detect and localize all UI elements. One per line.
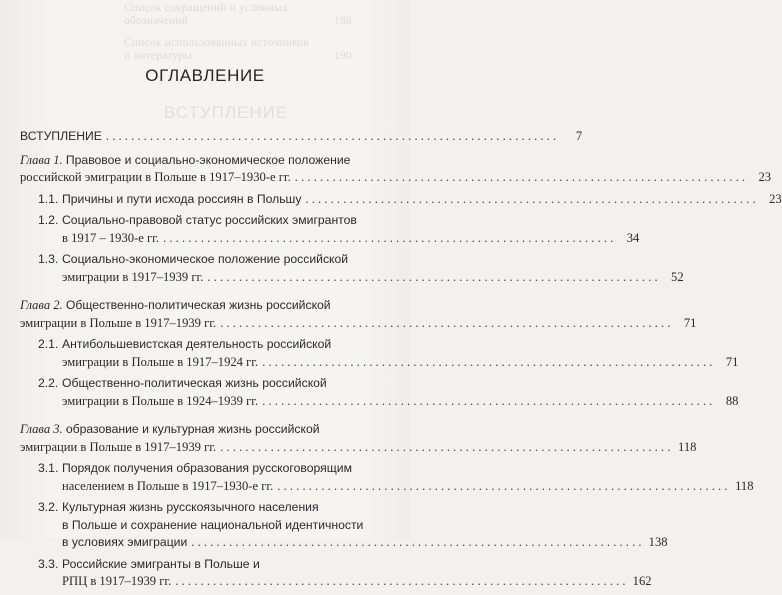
- toc-entry-2-1[interactable]: [20, 336, 739, 371]
- toc-entry-title: образование и культурная жизнь российской: [65, 422, 320, 436]
- dot-leader: [191, 534, 641, 552]
- dot-leader: [220, 315, 670, 333]
- toc-entry-title: Причины и пути исхода россиян в Польшу: [62, 191, 302, 206]
- toc-entry-title: Порядок получения образования русскоговорящим: [62, 461, 352, 475]
- toc-page-number: 34: [626, 230, 640, 245]
- toc-entry-title-cont: эмиграции в Польше в 1924–1939 гг.: [62, 393, 259, 408]
- toc-entry-title-cont: эмиграции в 1917–1939 гг.: [62, 269, 204, 284]
- toc-entry-2-2[interactable]: [20, 375, 739, 410]
- toc-title: ОГЛАВЛЕНИЕ: [145, 66, 265, 85]
- toc-page-number: 71: [683, 315, 697, 330]
- toc-entry-title-cont: населением в Польше в 1917–1930-е гг.: [62, 478, 274, 493]
- toc-page-number: 162: [632, 574, 652, 588]
- ghost-text-line: и литературы: [124, 50, 193, 62]
- toc-entry-chapter-2[interactable]: [20, 297, 697, 332]
- toc-page-number: 23: [758, 170, 772, 184]
- chapter-label: Глава 3.: [20, 422, 63, 436]
- dot-leader: [262, 393, 712, 411]
- toc-entry-title: ВСТУПЛЕНИЕ: [20, 129, 102, 143]
- toc-entry-1-3[interactable]: [20, 251, 684, 286]
- toc-entry-3-2[interactable]: [20, 499, 668, 552]
- toc-entry-title: Социально-экономическое положение российской: [62, 252, 349, 266]
- dot-leader: [262, 354, 712, 372]
- toc-entry-title-cont: российской эмиграции в Польше в 1917–1930-е гг.: [20, 170, 291, 184]
- section-number: 1.3.: [38, 252, 59, 266]
- toc-entry-title: Социально-правовой статус российских эмигрантов: [62, 213, 357, 227]
- toc-page-number: 23: [769, 191, 782, 206]
- section-number: 1.1.: [38, 191, 59, 206]
- toc-entry-title: Общественно-политическая жизнь российской: [62, 376, 327, 390]
- toc-entry-title: Правовое и социально-экономическое положение: [65, 152, 351, 167]
- table-of-contents: [20, 128, 782, 595]
- toc-entry-title-cont: в 1917 – 1930-е гг.: [62, 230, 160, 245]
- toc-page-number: 118: [677, 439, 697, 454]
- section-number: 2.2.: [38, 376, 59, 390]
- toc-entry-title-cont: РПЦ в 1917–1939 гг.: [62, 574, 172, 588]
- toc-page-number: 7: [575, 129, 583, 143]
- toc-entry-chapter-1[interactable]: [20, 152, 772, 187]
- ghost-text-line: Список сокращений и условных: [124, 2, 288, 14]
- toc-entry-1-2[interactable]: [20, 212, 640, 247]
- ghost-text-line: Список использованных источников: [124, 37, 309, 49]
- ghost-text-line: обозначений: [124, 15, 189, 27]
- dot-leader: [207, 269, 657, 287]
- ghost-heading: ВСТУПЛЕНИЕ: [164, 103, 289, 122]
- toc-page-number: 138: [648, 535, 668, 549]
- section-number: 3.3.: [38, 556, 59, 571]
- section-number: 2.1.: [38, 337, 59, 351]
- ghost-page-number: 188: [334, 15, 352, 27]
- chapter-label: Глава 1.: [20, 152, 63, 167]
- dot-leader: [106, 128, 556, 146]
- toc-entry-title: Антибольшевистская деятельность российской: [62, 337, 332, 351]
- toc-entry-title-cont: эмиграции в Польше в 1917–1939 гг.: [20, 315, 217, 330]
- chapter-label: Глава 2.: [20, 298, 63, 312]
- toc-page-number: 52: [671, 269, 684, 284]
- toc-page-number: 88: [725, 393, 739, 408]
- toc-entry-title: Российские эмигранты в Польше и: [62, 556, 260, 571]
- toc-page-number: 71: [725, 354, 739, 369]
- toc-entry-title-cont: эмиграции в Польше в 1917–1924 гг.: [62, 354, 259, 369]
- toc-entry-title-cont: в Польше и сохранение национальной идентичности: [62, 517, 364, 532]
- toc-entry-title: Общественно-политическая жизнь российской: [65, 298, 331, 312]
- toc-entry-chapter-3[interactable]: [20, 421, 697, 456]
- toc-entry-3-1[interactable]: [20, 460, 754, 495]
- toc-entry-intro[interactable]: [20, 128, 583, 146]
- dot-leader: [277, 478, 727, 496]
- section-number: 3.1.: [38, 461, 59, 475]
- toc-entry-title: Культурная жизнь русскоязычного населения: [62, 500, 319, 514]
- dot-leader: [220, 439, 670, 457]
- dot-leader: [305, 191, 755, 209]
- toc-entry-title-cont: эмиграции в Польше в 1917–1939 гг.: [20, 439, 217, 454]
- toc-entry-3-3[interactable]: [20, 556, 652, 591]
- dot-leader: [295, 169, 745, 187]
- toc-entry-title-cont: в условиях эмиграции: [62, 535, 188, 549]
- section-number: 1.2.: [38, 213, 59, 227]
- section-number: 3.2.: [38, 500, 59, 514]
- dot-leader: [175, 573, 625, 591]
- toc-entry-1-1[interactable]: [20, 191, 782, 209]
- dot-leader: [163, 230, 613, 248]
- toc-page-number: 118: [735, 478, 754, 493]
- ghost-page-number: 190: [334, 50, 352, 62]
